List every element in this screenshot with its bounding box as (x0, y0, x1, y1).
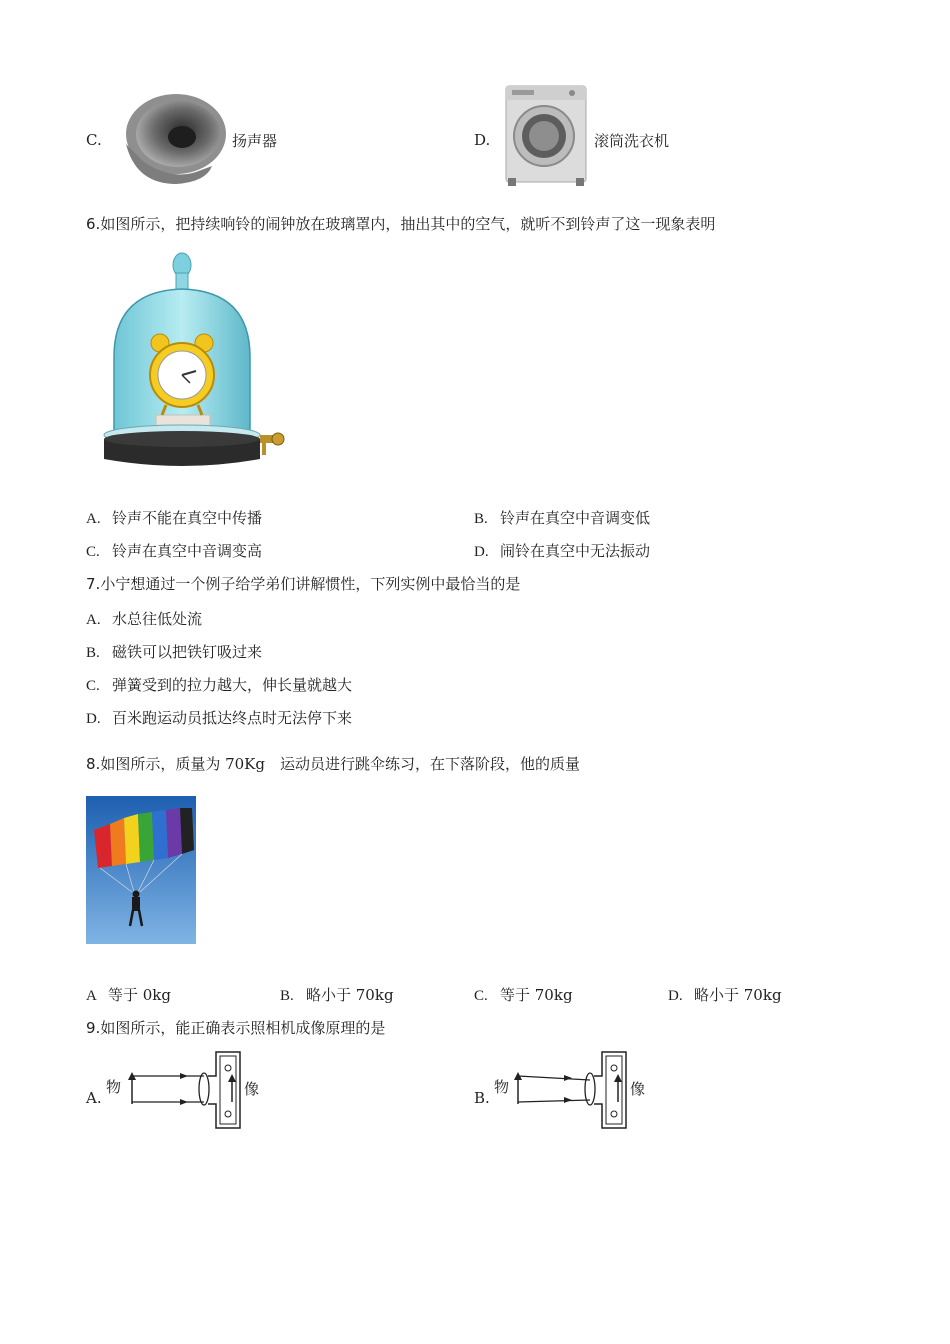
q6-option-a[interactable]: A. 铃声不能在真空中传播 (86, 509, 263, 527)
q9-option-b-label[interactable]: B. (474, 1089, 490, 1107)
camera-diagram-b[interactable] (492, 1048, 662, 1132)
q6-stem: 6.如图所示，把持续响铃的闹钟放在玻璃罩内，抽出其中的空气，就听不到铃声了这一现象表明 (86, 215, 716, 233)
q5-option-c-label: C. (86, 131, 102, 149)
q8-stem: 8.如图所示，质量为 70Kg 运动员进行跳伞练习，在下落阶段，他的质量 (86, 755, 580, 773)
q7-option-a[interactable]: A. 水总往低处流 (86, 610, 203, 628)
q9-a-object-label: 物 (106, 1078, 122, 1096)
q8-option-c[interactable]: C. 等于 70kg (474, 986, 573, 1004)
q7-option-b[interactable]: B. 磁铁可以把铁钉吸过来 (86, 643, 263, 661)
q9-b-object-label: 物 (494, 1078, 510, 1096)
bell-jar-image (100, 247, 290, 479)
q9-b-image-label: 像 (630, 1080, 646, 1098)
q8-option-b[interactable]: B. 略小于 70kg (280, 986, 394, 1004)
q5-option-d-label: D. (474, 131, 491, 149)
q9-stem: 9.如图所示，能正确表示照相机成像原理的是 (86, 1019, 386, 1037)
camera-diagram-a[interactable] (104, 1048, 274, 1132)
q5-option-d-text: 滚筒洗衣机 (594, 132, 670, 150)
q6-option-d[interactable]: D. 闹铃在真空中无法振动 (474, 542, 651, 560)
q8-option-a[interactable]: A 等于 0kg (86, 986, 172, 1004)
q8-option-d[interactable]: D. 略小于 70kg (668, 986, 782, 1004)
q7-option-c[interactable]: C. 弹簧受到的拉力越大，伸长量就越大 (86, 676, 353, 694)
q9-option-a-label[interactable]: A. (86, 1089, 102, 1107)
parachute-image (86, 796, 196, 944)
q6-option-b[interactable]: B. 铃声在真空中音调变低 (474, 509, 651, 527)
q7-stem: 7.小宁想通过一个例子给学弟们讲解惯性，下列实例中最恰当的是 (86, 575, 521, 593)
speaker-image (116, 92, 228, 188)
q5-option-c-text: 扬声器 (232, 132, 278, 150)
q7-option-d[interactable]: D. 百米跑运动员抵达终点时无法停下来 (86, 709, 353, 727)
washing-machine-image (500, 82, 590, 188)
q6-option-c[interactable]: C. 铃声在真空中音调变高 (86, 542, 263, 560)
q9-a-image-label: 像 (244, 1080, 260, 1098)
